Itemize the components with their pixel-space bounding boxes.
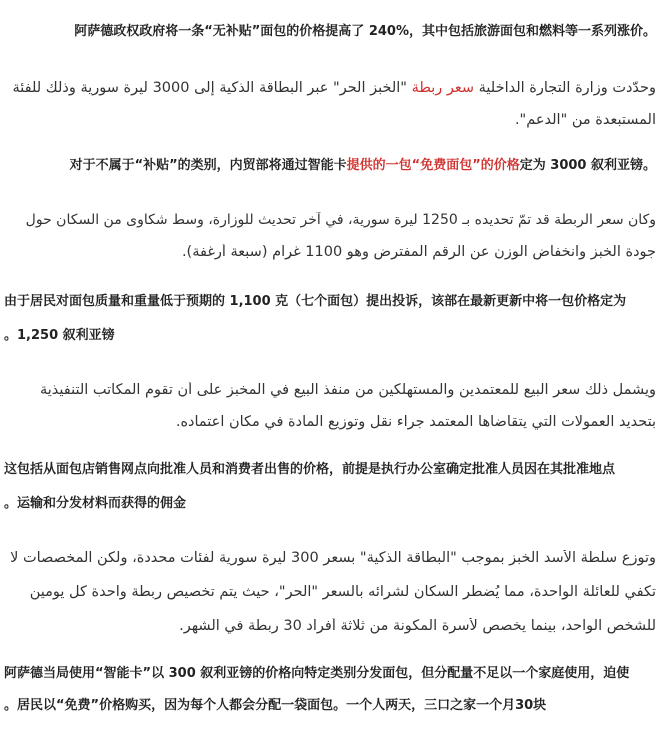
text: للشخص الواحد، بينما يخصص لأسرة المكونة من ثلاثة أفراد 30 ربطة في الشهر. — [179, 618, 656, 634]
text: 阿萨德当局使用“智能卡”以 300 叙利亚镑的价格向特定类别分发面包，但分配量不足以一个家庭使用，迫使 — [4, 666, 630, 681]
text: وتوزع سلطة الأسد الخبز بموجب "البطاقة الذكية" بسعر 300 ليرة سورية لفئات محددة، ولكن المخصصات لا — [10, 550, 656, 566]
chinese-translation-line — [4, 20, 656, 39]
text: "الخبز الحر" عبر البطاقة الذكية إلى 3000 ليرة سورية وذلك للفئة — [12, 80, 412, 96]
arabic-paragraph-line — [4, 80, 656, 96]
text: 定为 3000 叙利亚镑 — [519, 158, 643, 173]
chinese-translation-line — [4, 694, 656, 713]
text: 。对于不属于“补贴”的类别，内贸部将通过智能卡 — [69, 158, 656, 173]
text: ويشمل ذلك سعر البيع للمعتمدين والمستهلكين من منفذ البيع في المخبز على أن تقوم المكاتب التنفيذية — [39, 382, 656, 398]
arabic-paragraph-line — [4, 618, 656, 634]
arabic-paragraph-line — [4, 550, 656, 566]
chinese-translation-line — [4, 324, 656, 343]
chinese-translation-line — [4, 154, 656, 173]
chinese-translation-line — [4, 290, 656, 309]
text: 由于居民对面包质量和重量低于预期的 1,100 克（七个面包）提出投诉，该部在最新更新中将一包价格定为 — [4, 294, 627, 309]
text: بتحديد العمولات التي يتقاضاها المعتمد جراء نقل وتوزيع المادة في مكان اعتماده. — [175, 414, 656, 430]
highlighted-text: 提供的一包“免费面包”的价格 — [346, 158, 520, 173]
text: وحدّدت وزارة التجارة الداخلية — [474, 80, 656, 96]
arabic-paragraph-line — [4, 112, 656, 128]
chinese-translation-line — [4, 492, 656, 511]
arabic-paragraph-line — [4, 414, 656, 430]
text: تكفي للعائلة الواحدة، مما يُضطر السكان لشرائه بالسعر "الحر"، حيث يتم تخصيص ربطة واحدة كل يومين — [29, 584, 656, 600]
text: 。1,250 叙利亚镑 — [4, 328, 115, 343]
chinese-translation-line — [4, 662, 656, 681]
arabic-paragraph-line — [4, 382, 656, 398]
text: جودة الخبز وانخفاض الوزن عن الرقم المفترض وهو 1100 غرام (سبعة أرغفة). — [181, 244, 656, 260]
text: 。居民以“免费”价格购买，因为每个人都会分配一袋面包。一个人两天，三口之家一个月30块 — [4, 698, 547, 713]
text: 。阿萨德政权政府将一条“无补贴”面包的价格提高了 240%，其中包括旅游面包和燃料等一系列涨价 — [74, 24, 656, 39]
highlighted-text: سعر ربطة — [411, 80, 475, 96]
arabic-paragraph-line — [4, 244, 656, 260]
text: 。运输和分发材料而获得的佣金 — [4, 496, 187, 511]
arabic-paragraph-line — [4, 212, 656, 228]
arabic-paragraph-line — [4, 584, 656, 600]
text: 这包括从面包店销售网点向批准人员和消费者出售的价格，前提是执行办公室确定批准人员因在其批准地点 — [4, 462, 616, 477]
text: وكان سعر الربطة قد تمّ تحديده بـ 1250 ليرة سورية، في آخر تحديث للوزارة، وسط شكاوى من السكان حول — [25, 212, 656, 228]
text: المستبعدة من "الدعم". — [514, 112, 656, 128]
chinese-translation-line — [4, 458, 656, 477]
